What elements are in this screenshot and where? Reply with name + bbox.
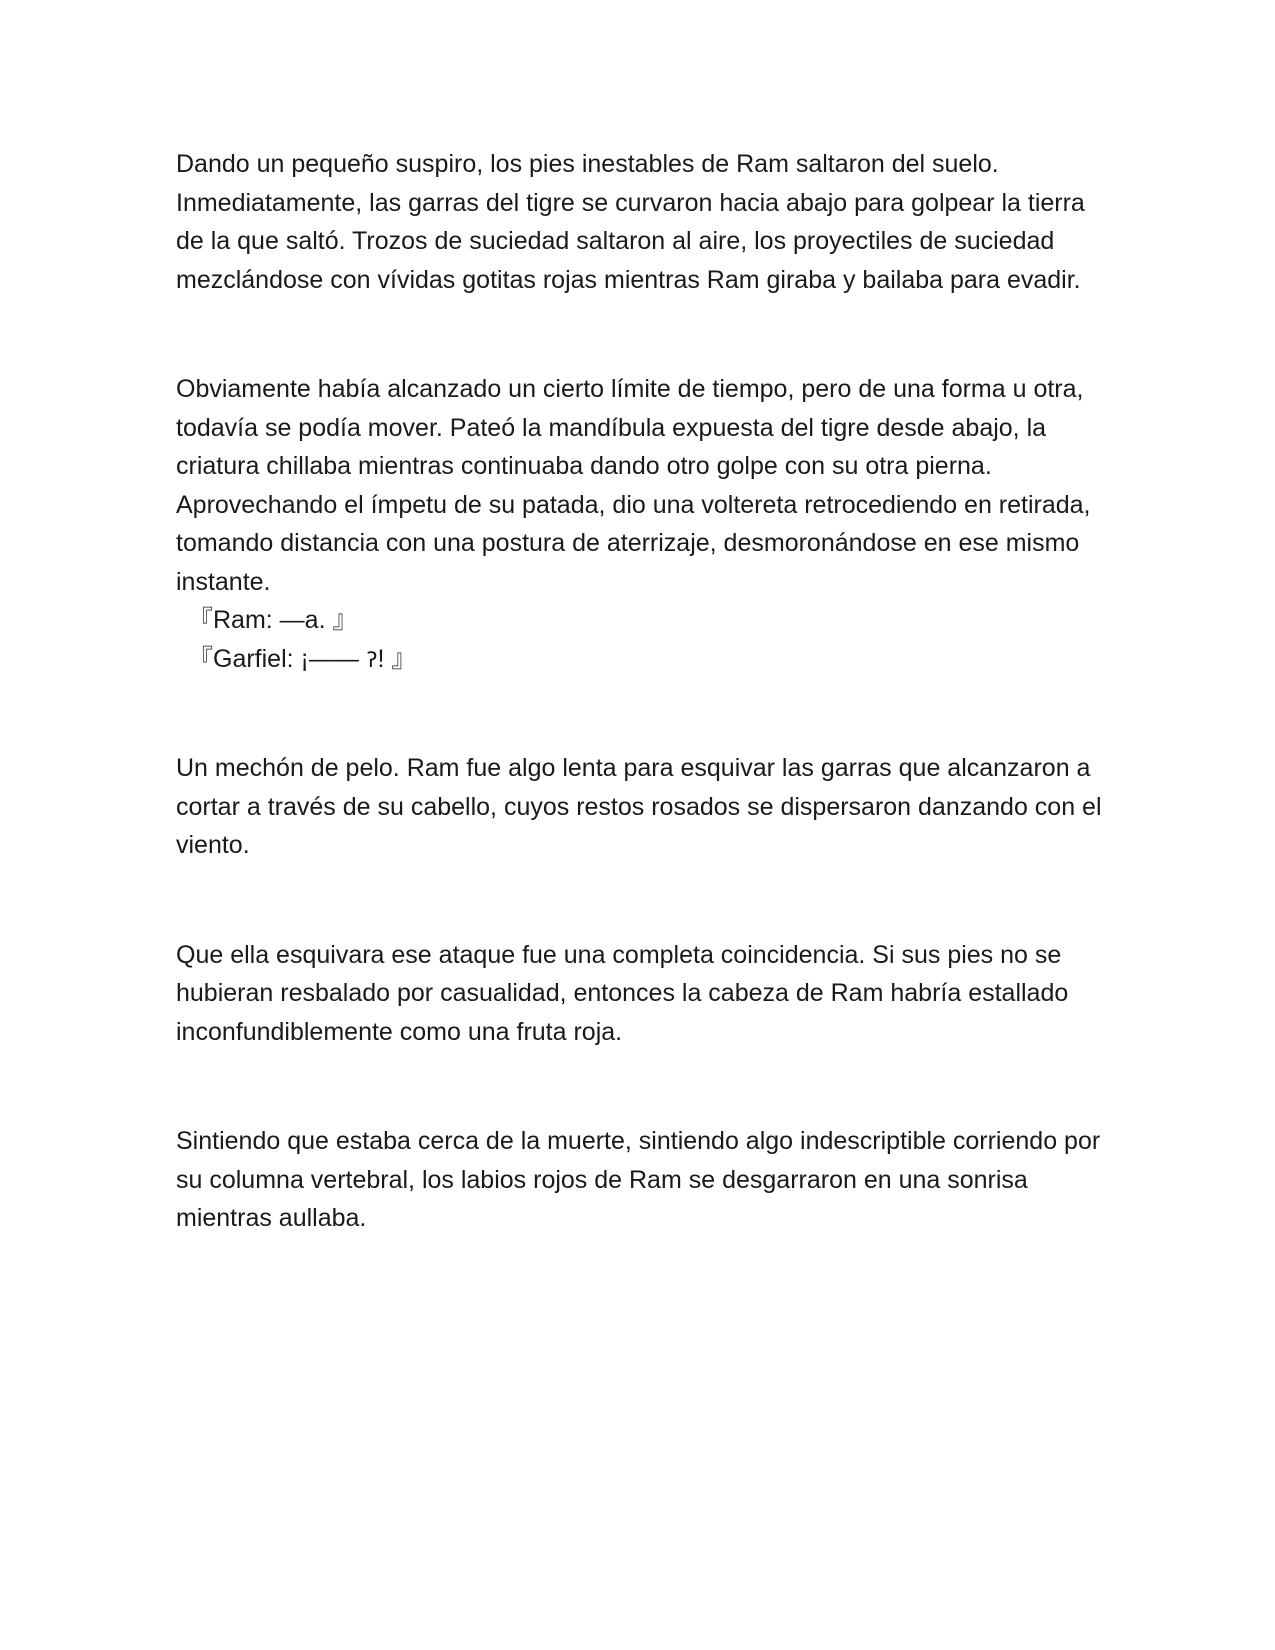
- paragraph-4: Que ella esquivara ese ataque fue una completa coincidencia. Si sus pies no se hubieran resbalado por casualidad, entonces la cabeza de Ram habría estallado inconfundiblemente como una fruta roja.: [176, 940, 1069, 1046]
- paragraph-5: Sintiendo que estaba cerca de la muerte, sintiendo algo indescriptible corriendo por su columna vertebral, los labios rojos de Ram se desgarraron en una sonrisa mientras aullaba.: [176, 1127, 1101, 1232]
- paragraph-3: Un mechón de pelo. Ram fue algo lenta para esquivar las garras que alcanzaron a cortar a través de su cabello, cuyos restos rosados se dispersaron danzando con el viento.: [176, 754, 1102, 859]
- document-body: [176, 145, 1106, 1238]
- paragraph-2: Obviamente había alcanzado un cierto límite de tiempo, pero de una forma u otra, todavía se podía mover. Pateó la mandíbula expuesta del tigre desde abajo, la criatura chillaba mientras continuaba dando otro golpe con su otra pierna. Aprovechando el ímpetu de su patada, dio una voltereta retrocediendo en retirada, tomando distancia con una postura de aterrizaje, desmoronándose en ese mismo instante.: [176, 375, 1091, 596]
- dialogue-ram: 『Ram: —a. 』: [188, 606, 358, 634]
- paragraph-1: Dando un pequeño suspiro, los pies inestables de Ram saltaron del suelo. Inmediatamente, las garras del tigre se curvaron hacia abajo para golpear la tierra de la que saltó. Trozos de suciedad saltaron al aire, los proyectiles de suciedad mezclándose con vívidas gotitas rojas mientras Ram giraba y bailaba para evadir.: [176, 150, 1085, 294]
- dialogue-garfiel: 『Garfiel: ¡—— ॽ! 』: [188, 644, 417, 673]
